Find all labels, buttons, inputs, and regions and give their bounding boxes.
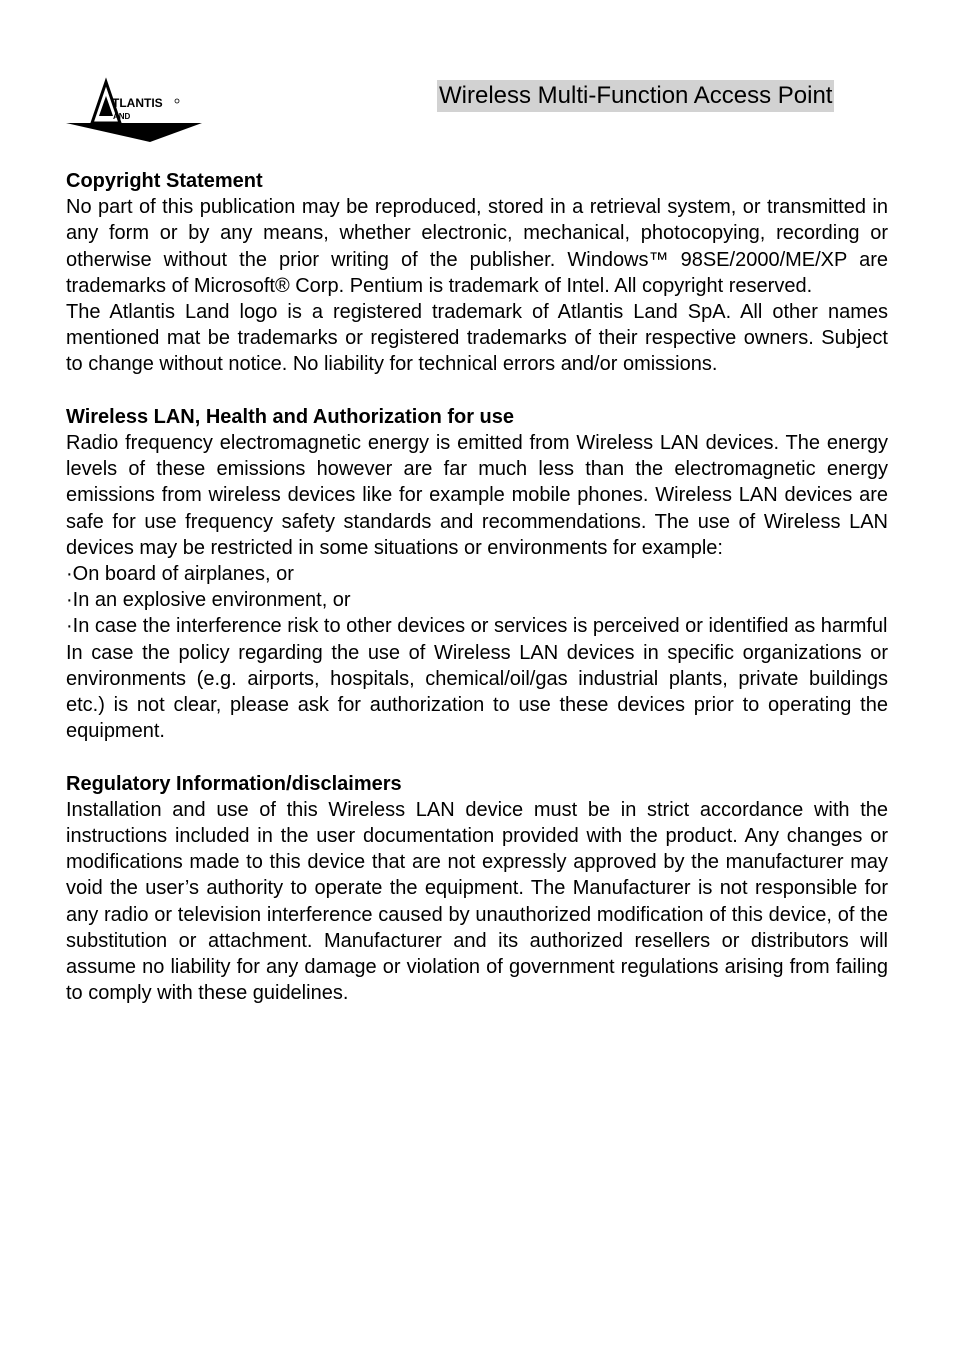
- atlantis-land-logo-icon: [62, 76, 206, 142]
- document-header-title: Wireless Multi-Function Access Point: [437, 80, 834, 112]
- logo-text-top: TLANTIS: [112, 96, 163, 110]
- trademark-paragraph: The Atlantis Land logo is a registered trademark of Atlantis Land SpA. All other names mentioned mat be trademarks or registered trademarks of their respective owners. Subject to change without notice. No liability for technical errors and/or omissions.: [66, 301, 888, 376]
- wireless-health-section: [66, 404, 888, 745]
- regulatory-heading: Regulatory Information/disclaimers: [66, 772, 402, 795]
- list-item: ·On board of airplanes, or: [66, 563, 294, 586]
- wireless-health-intro: Radio frequency electromagnetic energy is emitted from Wireless LAN devices. The energy levels of these emissions however are far much less than the electromagnetic energy emissions from wireless devices like for example mobile phones. Wireless LAN devices are safe for use frequency safety standards and recommendations. The use of Wireless LAN devices may be restricted in some situations or environments for example:: [66, 432, 888, 559]
- wireless-health-outro: In case the policy regarding the use of Wireless LAN devices in specific organizations or environments (e.g. airports, hospitals, chemical/oil/gas industrial plants, private buildings etc.) is not clear, please ask for authorization to use these devices prior to operating the equipment.: [66, 641, 888, 743]
- list-item: ·In case the interference risk to other devices or services is perceived or identified as harmful: [66, 615, 888, 638]
- logo-text-bottom: AND: [113, 112, 131, 121]
- regulatory-paragraph: Installation and use of this Wireless LAN device must be in strict accordance with the instructions included in the user documentation provided with the product. Any changes or modifications made to this device that are not expressly approved by the manufacturer may void the user’s authority to operate the equipment. The Manufacturer is not responsible for any radio or television interference caused by unauthorized modification of this device, of the substitution or attachment. Manufacturer and its authorized resellers or distributors will assume no liability for any damage or violation of government regulations arising from failing to comply with these guidelines.: [66, 798, 888, 1005]
- list-item: ·In an explosive environment, or: [66, 589, 351, 612]
- copyright-section: [66, 168, 888, 378]
- document-body: [66, 168, 888, 1033]
- copyright-paragraph: No part of this publication may be reproduced, stored in a retrieval system, or transmitted in any form or by any means, whether electronic, mechanical, photocopying, recording or otherwise without the prior writing of the publisher. Windows™ 98SE/2000/ME/XP are trademarks of Microsoft® Corp. Pentium is trademark of Intel. All copyright reserved.: [66, 196, 888, 297]
- copyright-heading: Copyright Statement: [66, 170, 263, 192]
- regulatory-section: [66, 771, 888, 1007]
- wireless-health-heading: Wireless LAN, Health and Authorization for use: [66, 405, 515, 428]
